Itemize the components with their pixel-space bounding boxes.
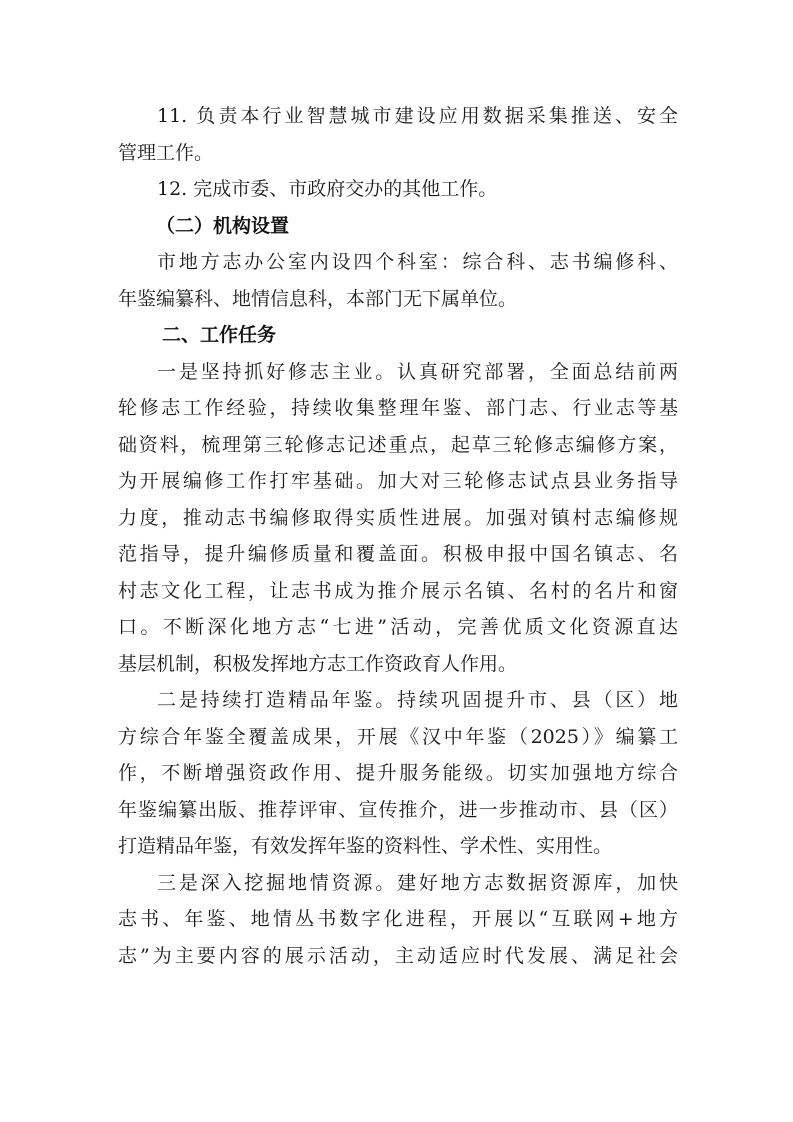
paragraph-task-2 [118, 682, 678, 865]
paragraph-line: 轮修志工作经验，持续收集整理年鉴、部门志、行业志等基 [118, 397, 678, 419]
paragraph-line: 力度，推动志书编修取得实质性进展。加强对镇村志编修规 [118, 506, 678, 529]
paragraph-line: 口。不断深化地方志“七进”活动，完善优质文化资源直达 [118, 616, 678, 638]
paragraph-line: 范指导，提升编修质量和覆盖面。积极申报中国名镇志、名 [118, 543, 678, 565]
paragraph-task-3 [118, 865, 678, 975]
item-12: 12. 完成市委、市政府交办的其他工作。 [157, 178, 498, 200]
org-line-1: 市地方志办公室内设四个科室：综合科、志书编修科、 [157, 251, 678, 273]
item-11-line-2: 管理工作。 [118, 141, 214, 164]
paragraph-line: 础资料，梳理第三轮修志记述重点，起草三轮修志编修方案， [118, 433, 678, 456]
paragraph-line: 打造精品年鉴，有效发挥年鉴的资料性、学术性、实用性。 [118, 835, 613, 857]
paragraph-line: 年鉴编纂出版、推荐评审、宣传推介，进一步推动市、县（区） [118, 798, 678, 821]
paragraph-line: 方综合年鉴全覆盖成果，开展《汉中年鉴（2025）》编纂工 [118, 725, 678, 748]
paragraph-line: 作，不断增强资政作用、提升服务能级。切实加强地方综合 [118, 762, 678, 784]
paragraph-line: 一是坚持抓好修志主业。认真研究部署，全面总结前两 [157, 360, 678, 383]
paragraph-line: 基层机制，积极发挥地方志工作资政育人作用。 [118, 652, 518, 675]
section-heading-tasks: 二、工作任务 [162, 324, 277, 346]
paragraph-line: 二是持续打造精品年鉴。持续巩固提升市、县（区）地 [157, 689, 678, 711]
document-body [118, 98, 678, 974]
paragraph-line: 三是深入挖掘地情资源。建好地方志数据资源库，加快 [157, 871, 678, 894]
paragraph-line: 志”为主要内容的展示活动，主动适应时代发展、满足社会 [118, 944, 678, 967]
paragraph-line: 志书、年鉴、地情丛书数字化进程，开展以“互联网+地方 [118, 908, 678, 930]
paragraph-task-1 [118, 354, 678, 683]
paragraph-line: 村志文化工程，让志书成为推介展示名镇、名村的名片和窗 [118, 579, 678, 602]
item-11-line-1: 11. 负责本行业智慧城市建设应用数据采集推送、安全 [157, 105, 678, 127]
org-line-2: 年鉴编纂科、地情信息科，本部门无下属单位。 [118, 287, 518, 310]
paragraph-line: 为开展编修工作打牢基础。加大对三轮修志试点县业务指导 [118, 470, 678, 492]
section-heading-org: （二）机构设置 [156, 214, 290, 237]
